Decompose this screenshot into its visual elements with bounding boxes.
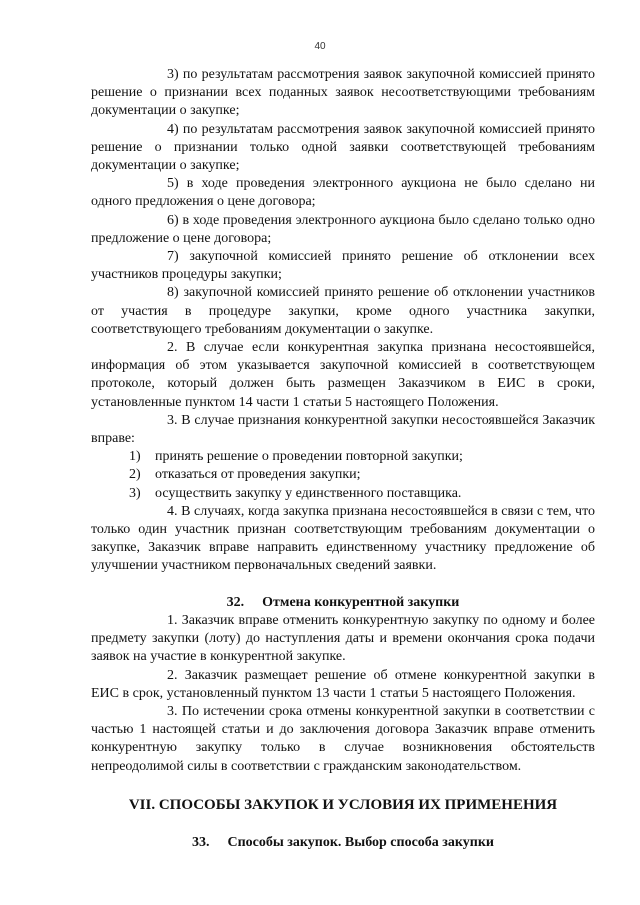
page-number: 40 [314, 41, 326, 52]
paragraph: 1. Заказчик вправе отменить конкурентную закупку по одному и более предмету закупки (лоту) до наступления даты и времени окончания срока подачи заявок на участие в конкурентной закупке. [91, 612, 596, 665]
list-item: 3) осуществить закупку у единственного поставщика. [129, 485, 462, 501]
list-item: 4) по результатам рассмотрения заявок закупочной комиссией принято решение о признании только одной заявки соответствующей требованиям документации о закупке; [91, 121, 595, 174]
document-body [91, 66, 595, 852]
paragraph: 3. В случае признания конкурентной закупки несостоявшейся Заказчик вправе: [91, 412, 595, 447]
list-item: 7) закупочной комиссией принято решение об отклонении всех участников процедуры закупки; [91, 249, 596, 283]
list-item: 6) в ходе проведения электронного аукциона было сделано только одно предложение о цене договора; [91, 212, 595, 246]
chapter-heading: VII. СПОСОБЫ ЗАКУПОК И УСЛОВИЯ ИХ ПРИМЕНЕНИЯ [128, 796, 558, 813]
list-item: 3) по результатам рассмотрения заявок закупочной комиссией принято решение о признании всех поданных заявок несоответствующими требованиям документации о закупке; [91, 67, 595, 119]
list-item: 2) отказаться от проведения закупки; [129, 467, 361, 483]
list-item: 8) закупочной комиссией принято решение об отклонении участников от участия в процедуре закупки, кроме одного участника закупки, соответствующего требованиям документации о закупке. [91, 285, 595, 337]
paragraph: 4. В случаях, когда закупка признана несостоявшейся в связи с тем, что только один участник признан соответствующим требованиям документации о закупке, Заказчик вправе направить единственному участнику предложение об улучшении участником первоначальных сведений заявки. [91, 503, 596, 574]
list-item: 5) в ходе проведения электронного аукциона не было сделано ни одного предложения о цене договора; [91, 176, 595, 210]
section-heading-32: 32. Отмена конкурентной закупки [226, 594, 460, 610]
paragraph: 2. В случае если конкурентная закупка признана несостоявшейся, информация об этом указывается закупочной комиссией в соответствующем протоколе, который должен быть размещен Заказчиком в ЕИС в сроки, установленные пунктом 14 части 1 статьи 5 настоящего Положения. [91, 340, 595, 410]
list-item: 1) принять решение о проведении повторной закупки; [129, 449, 463, 465]
section-heading-33: 33. Способы закупок. Выбор способа закупки [191, 834, 494, 850]
paragraph: 2. Заказчик размещает решение об отмене конкурентной закупки в ЕИС в срок, установленный пунктом 13 части 1 статьи 5 настоящего Положения. [91, 667, 596, 701]
paragraph: 3. По истечении срока отмены конкурентной закупки в соответствии с частью 1 настоящей статьи и до заключения договора Заказчик вправе отменить конкурентную закупку только в случае возникновения обстоятельств непреодолимой силы в соответствии с гражданским законодательством. [91, 703, 596, 774]
